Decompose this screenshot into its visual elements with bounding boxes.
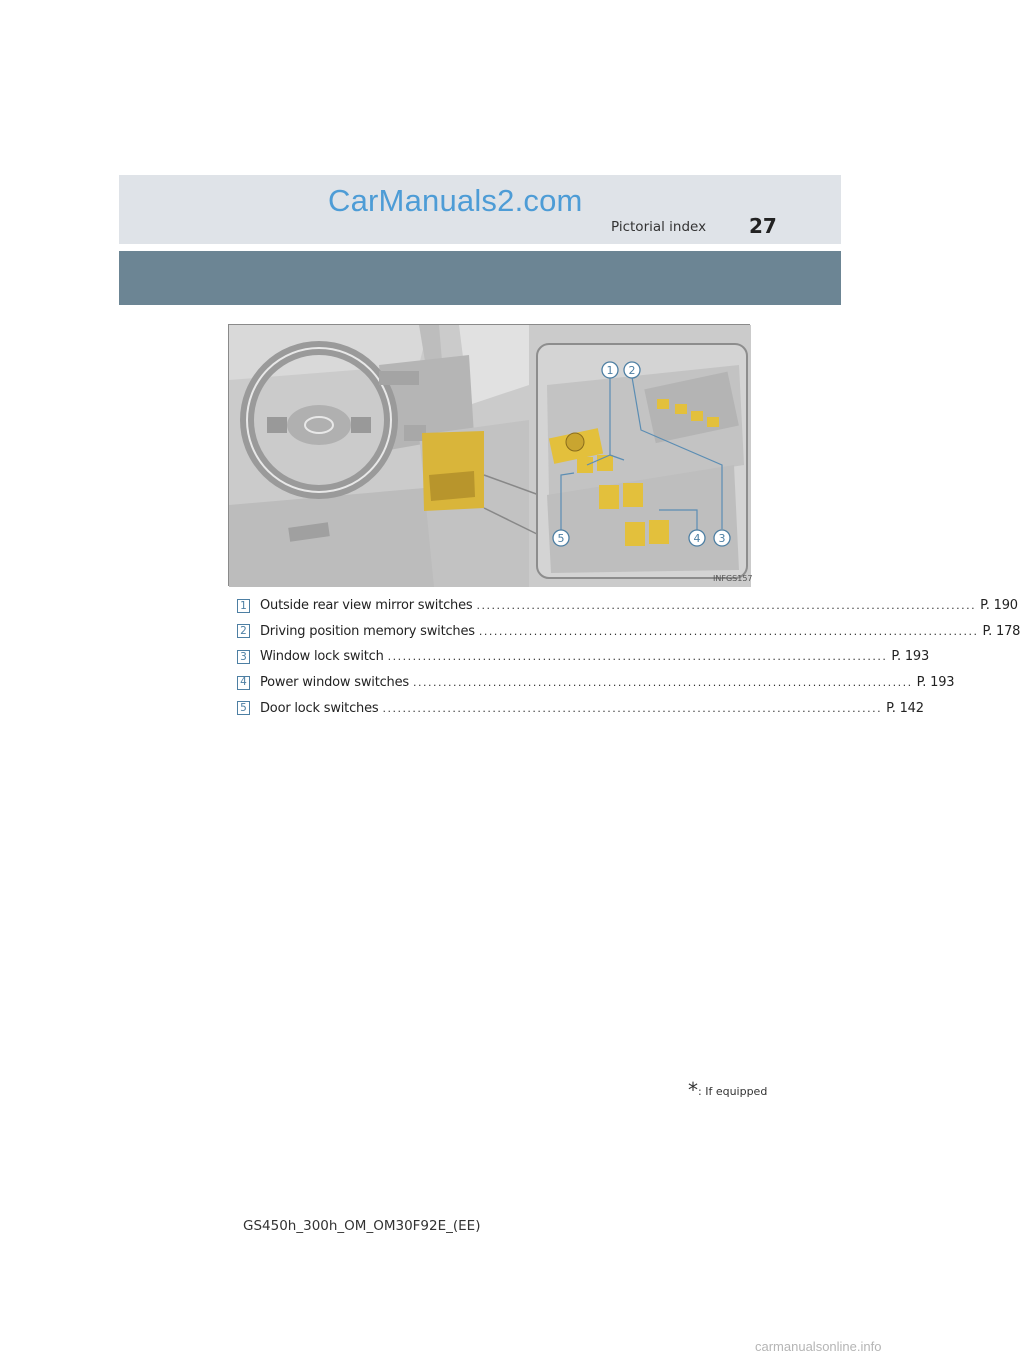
page-reference[interactable]: P. 178 xyxy=(982,623,1020,639)
footnote xyxy=(688,1080,767,1100)
dot-leader: .................................................................................................... xyxy=(382,701,883,715)
document-code: GS450h_300h_OM_OM30F92E_(EE) xyxy=(243,1218,481,1234)
legend-number: 5 xyxy=(237,701,250,715)
page-reference[interactable]: P. 142 xyxy=(886,700,924,716)
svg-text:2: 2 xyxy=(628,364,636,377)
legend-item xyxy=(237,695,924,721)
door-switches-illustration xyxy=(228,324,753,586)
footnote-text: : If equipped xyxy=(698,1085,768,1098)
legend-label: Outside rear view mirror switches xyxy=(260,598,473,614)
watermark-bottom: carmanualsonline.info xyxy=(755,1339,882,1354)
watermark-logo-top: CarManuals2.com xyxy=(328,183,583,218)
legend-item xyxy=(237,593,1018,619)
legend-number: 3 xyxy=(237,650,250,664)
legend-label: Driving position memory switches xyxy=(260,623,475,639)
legend-number: 2 xyxy=(237,624,250,638)
section-title: Pictorial index xyxy=(611,219,707,235)
legend-label: Door lock switches xyxy=(260,700,379,716)
page-number: 27 xyxy=(749,214,777,238)
dot-leader: .................................................................................................... xyxy=(412,676,913,690)
legend-item xyxy=(237,644,930,670)
callout-5 xyxy=(553,530,569,546)
legend-number: 4 xyxy=(237,676,250,690)
legend-number: 1 xyxy=(237,599,250,613)
page-reference[interactable]: P. 193 xyxy=(916,675,955,691)
dot-leader: .................................................................................................... xyxy=(478,624,979,638)
page-reference[interactable]: P. 193 xyxy=(891,649,930,665)
subheader-bar xyxy=(119,251,841,305)
legend-item xyxy=(237,670,955,696)
callout-4 xyxy=(689,530,705,546)
callout-2 xyxy=(624,362,640,378)
legend-list xyxy=(237,593,1020,721)
legend-item xyxy=(237,619,1020,645)
svg-text:3: 3 xyxy=(718,532,726,545)
svg-text:5: 5 xyxy=(557,532,565,545)
figure-code: INFGS157 xyxy=(713,574,753,583)
dot-leader: .................................................................................................... xyxy=(476,599,977,613)
svg-text:1: 1 xyxy=(606,364,614,377)
svg-text:4: 4 xyxy=(693,532,701,545)
dot-leader: .................................................................................................... xyxy=(387,650,888,664)
callout-1 xyxy=(602,362,618,378)
callout-3 xyxy=(714,530,730,546)
footnote-mark: * xyxy=(688,1078,698,1102)
page-reference[interactable]: P. 190 xyxy=(980,598,1018,614)
legend-label: Power window switches xyxy=(260,675,409,691)
switch-closeup-inset xyxy=(537,344,747,578)
legend-label: Window lock switch xyxy=(260,649,384,665)
